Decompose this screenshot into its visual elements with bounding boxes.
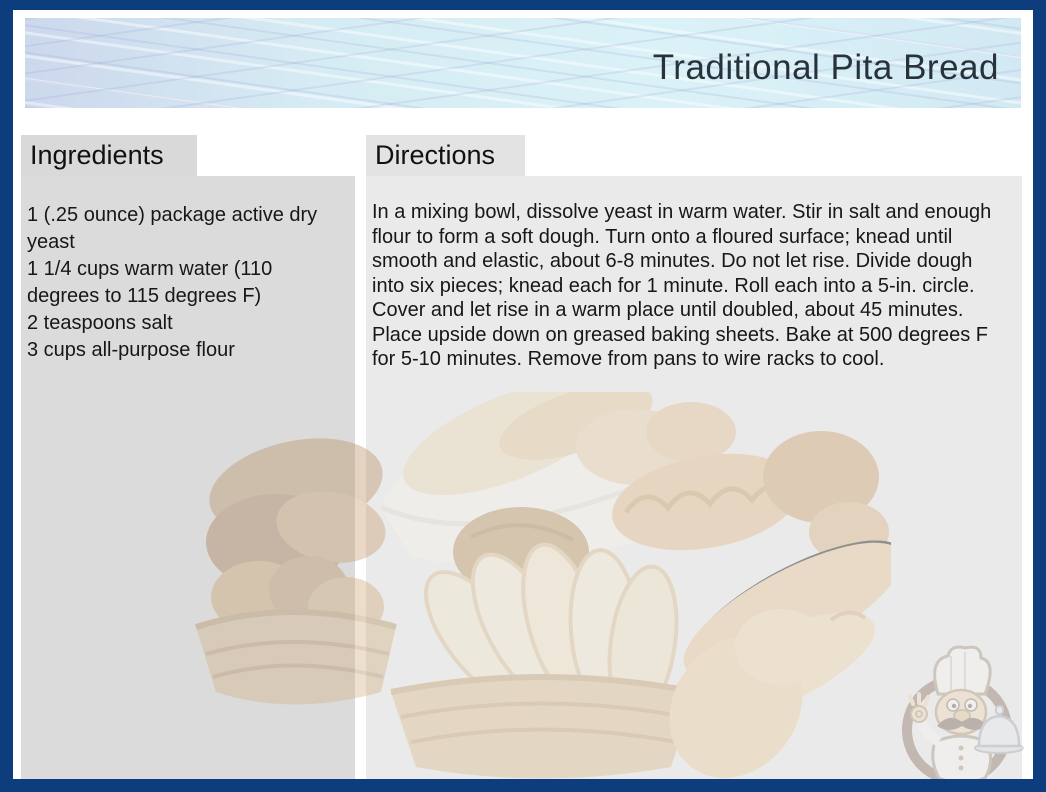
directions-panel [366,176,1022,788]
header-banner [25,18,1021,108]
ingredients-panel [21,176,355,788]
directions-heading-box [366,135,525,176]
directions-text: In a mixing bowl, dissolve yeast in warm water. Stir in salt and enough flour to form a soft dough. Turn onto a floured surface; knead until smooth and elastic, about 6-8 minutes. Do not let rise. Divide dough into six pieces; knead each for 1 minute. Roll each into a 5-in. circle. Cover and let rise in a warm place until doubled, about 45 minutes. Place upside down on greased baking sheets. Bake at 500 degrees F for 5-10 minutes. Remove from pans to wire racks to cool. [372,201,992,370]
ingredient-item: 2 teaspoons salt [27,312,173,334]
ingredient-item: 1 1/4 cups warm water (110 degrees to 115 degrees F) [27,258,273,307]
directions-heading: Directions [375,140,496,170]
ingredient-item: 1 (.25 ounce) package active dry yeast [27,204,318,253]
page-title: Traditional Pita Bread [652,48,999,87]
ingredients-list [27,202,337,364]
ingredients-heading-box [21,135,197,176]
ingredient-item: 3 cups all-purpose flour [27,339,235,361]
ingredients-heading: Ingredients [30,140,164,170]
